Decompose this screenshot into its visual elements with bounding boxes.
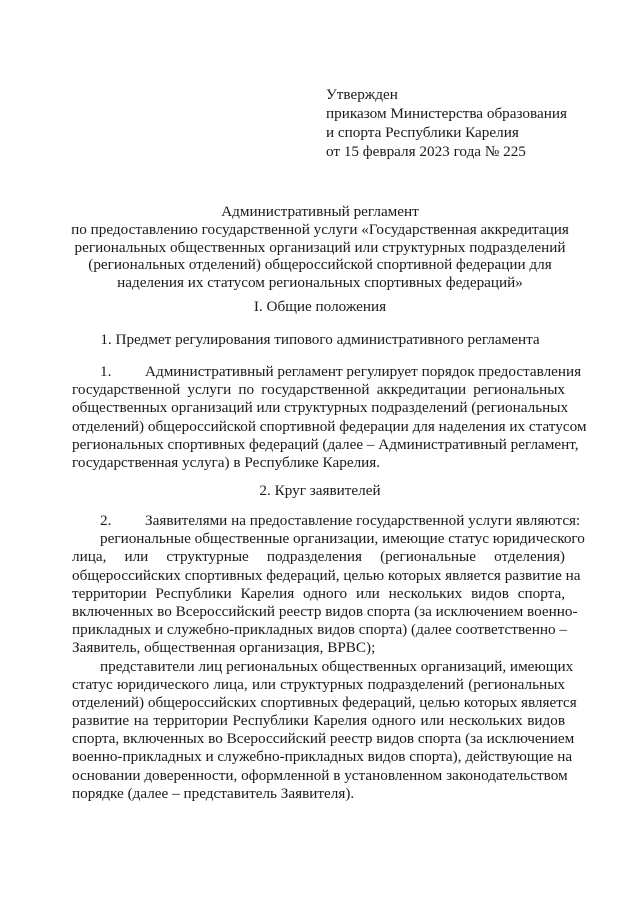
paragraph-line: региональные общественные организации, имеющие статус юридического <box>100 530 585 548</box>
paragraph-2 <box>72 512 585 803</box>
paragraph-1 <box>72 363 587 472</box>
approval-line: и спорта Республики Карелия <box>326 124 519 141</box>
approval-block <box>326 85 567 161</box>
paragraph-line: порядке (далее – представитель Заявителя). <box>72 784 355 802</box>
title-line: наделения их статусом региональных спортивных федераций» <box>117 274 523 292</box>
paragraph-line: лица, или структурные подразделения (региональные отделения) <box>72 548 565 566</box>
paragraph-line: основании доверенности, оформленной в установленном законодательством <box>72 766 568 784</box>
paragraph-line: государственной услуги по государственной аккредитации региональных <box>72 381 565 399</box>
paragraph-line: спорта, включенных во Всероссийский реестр видов спорта (за исключением <box>72 730 575 748</box>
paragraph-line: региональных спортивных федераций (далее – Административный регламент, <box>72 435 579 453</box>
paragraph-line: 2. Заявителями на предоставление государственной услуги являются: <box>72 512 565 530</box>
title-line: по предоставлению государственной услуги «Государственная аккредитация <box>71 220 569 238</box>
paragraph-line: включенных во Всероссийский реестр видов спорта (за исключением военно- <box>72 602 578 620</box>
subsection-heading: 1. Предмет регулирования типового административного регламента <box>100 331 540 348</box>
title-line: Административный регламент <box>221 203 419 220</box>
approval-line: от 15 февраля 2023 года № 225 <box>326 143 526 160</box>
paragraph-number: 1. <box>100 363 112 380</box>
document-title <box>60 203 580 292</box>
paragraph-line: 1. Административный регламент регулирует порядок предоставления <box>72 363 565 381</box>
paragraph-line: общероссийских спортивных федераций, целью которых является развитие на <box>72 566 581 584</box>
section-heading: I. Общие положения <box>253 298 387 315</box>
paragraph-line: развитие на территории Республики Карелия одного или нескольких видов <box>72 712 565 730</box>
paragraph-line: Заявитель, общественная организация, ВРВС); <box>72 639 376 657</box>
paragraph-line: статус юридического лица, или структурных подразделений (региональных <box>72 675 565 693</box>
title-line: региональных общественных организаций или структурных подразделений <box>74 238 566 256</box>
approval-line: приказом Министерства образования <box>326 105 567 122</box>
paragraph-line: отделений) общероссийских спортивных федераций, целью которых является <box>72 693 577 711</box>
paragraph-number: 2. <box>100 512 112 529</box>
paragraph-line: территории Республики Карелия одного или нескольких видов спорта, <box>72 584 565 602</box>
paragraph-line: отделений) общероссийской спортивной федерации для наделения их статусом <box>72 417 587 435</box>
subsection-heading: 2. Круг заявителей <box>259 482 381 499</box>
paragraph-line: военно-прикладных и служебно-прикладных видов спорта), действующие на <box>72 748 573 766</box>
paragraph-line: прикладных и служебно-прикладных видов спорта) (далее соответственно – <box>72 621 568 639</box>
paragraph-line: представители лиц региональных общественных организаций, имеющих <box>100 657 574 675</box>
approval-line: Утвержден <box>326 86 398 103</box>
title-line: (региональных отделений) общероссийской спортивной федерации для <box>88 256 552 274</box>
paragraph-line: государственная услуга) в Республике Карелия. <box>72 453 381 471</box>
paragraph-line: общественных организаций или структурных подразделений (региональных <box>72 399 569 417</box>
